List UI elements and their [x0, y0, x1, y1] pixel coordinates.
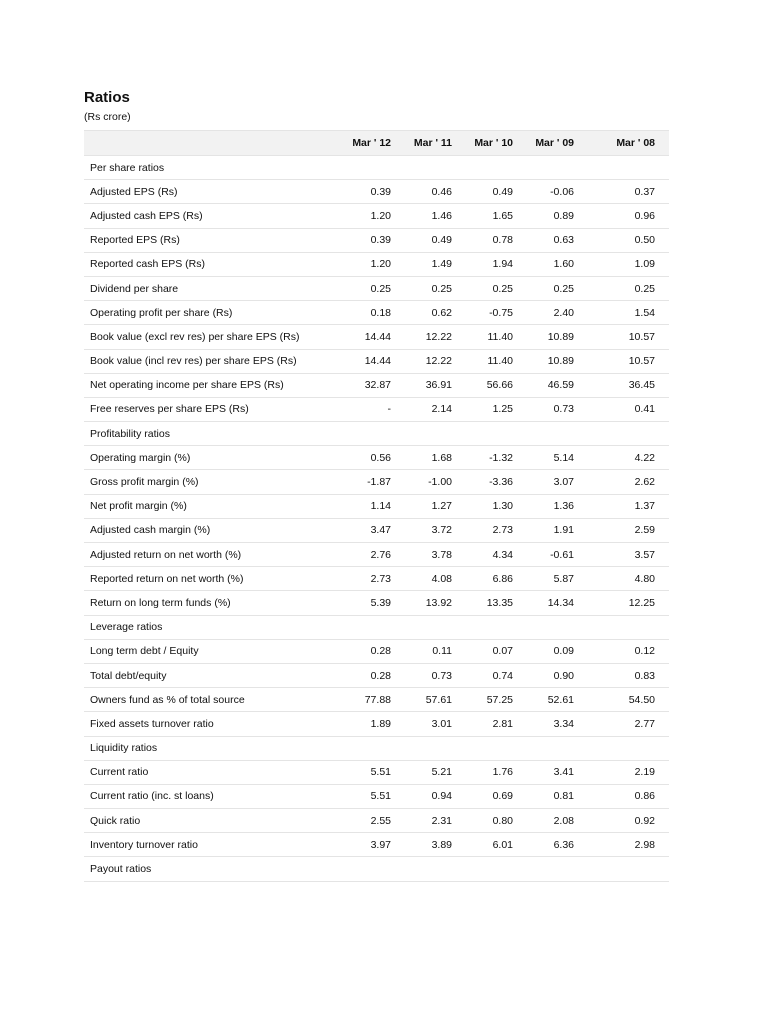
table-row [84, 712, 669, 736]
value-cell: -0.06 [527, 180, 588, 204]
row-label: Gross profit margin (%) [84, 470, 344, 494]
value-cell: 6.86 [466, 567, 527, 591]
row-label: Adjusted cash margin (%) [84, 518, 344, 542]
value-cell: 6.01 [466, 833, 527, 857]
table-header-row [84, 131, 669, 156]
section-label: Profitability ratios [84, 422, 669, 446]
value-cell: 0.46 [405, 180, 466, 204]
value-cell: 1.20 [344, 204, 405, 228]
page-title: Ratios [84, 89, 130, 106]
row-label: Book value (incl rev res) per share EPS (Rs) [84, 349, 344, 373]
value-cell: 1.91 [527, 518, 588, 542]
value-cell: 0.78 [466, 228, 527, 252]
value-cell: 0.28 [344, 663, 405, 687]
section-row [84, 736, 669, 760]
value-cell: 0.81 [527, 784, 588, 808]
value-cell: 3.07 [527, 470, 588, 494]
value-cell: 3.78 [405, 543, 466, 567]
row-label: Reported return on net worth (%) [84, 567, 344, 591]
value-cell: 2.76 [344, 543, 405, 567]
value-cell: 52.61 [527, 688, 588, 712]
value-cell: 3.89 [405, 833, 466, 857]
table-row [84, 204, 669, 228]
column-header: Mar ' 10 [466, 131, 527, 156]
value-cell: 0.90 [527, 663, 588, 687]
value-cell: 3.41 [527, 760, 588, 784]
value-cell: 3.97 [344, 833, 405, 857]
value-cell: 1.94 [466, 252, 527, 276]
value-cell: 1.60 [527, 252, 588, 276]
row-label: Current ratio (inc. st loans) [84, 784, 344, 808]
value-cell: 0.80 [466, 809, 527, 833]
value-cell: 2.73 [344, 567, 405, 591]
value-cell: 0.94 [405, 784, 466, 808]
section-row [84, 422, 669, 446]
value-cell: 0.69 [466, 784, 527, 808]
value-cell: 0.50 [588, 228, 669, 252]
value-cell: 2.59 [588, 518, 669, 542]
value-cell: 1.20 [344, 252, 405, 276]
value-cell: 0.07 [466, 639, 527, 663]
row-label: Long term debt / Equity [84, 639, 344, 663]
page-subtitle: (Rs crore) [84, 111, 131, 123]
value-cell: 0.73 [527, 397, 588, 421]
row-label: Adjusted EPS (Rs) [84, 180, 344, 204]
value-cell: 1.89 [344, 712, 405, 736]
section-row [84, 156, 669, 180]
table-row [84, 639, 669, 663]
column-header: Mar ' 09 [527, 131, 588, 156]
table-row [84, 518, 669, 542]
value-cell: -1.00 [405, 470, 466, 494]
value-cell: 5.51 [344, 760, 405, 784]
value-cell: 4.80 [588, 567, 669, 591]
value-cell: 10.89 [527, 349, 588, 373]
value-cell: 0.25 [466, 276, 527, 300]
value-cell: 1.37 [588, 494, 669, 518]
row-label: Reported cash EPS (Rs) [84, 252, 344, 276]
section-label: Leverage ratios [84, 615, 669, 639]
table-row [84, 833, 669, 857]
value-cell: 54.50 [588, 688, 669, 712]
table-row [84, 397, 669, 421]
value-cell: 13.92 [405, 591, 466, 615]
value-cell: 0.18 [344, 301, 405, 325]
value-cell: 4.08 [405, 567, 466, 591]
value-cell: 0.62 [405, 301, 466, 325]
value-cell: 0.28 [344, 639, 405, 663]
value-cell: 0.74 [466, 663, 527, 687]
value-cell: 0.11 [405, 639, 466, 663]
header-label-cell [84, 131, 344, 156]
row-label: Reported EPS (Rs) [84, 228, 344, 252]
value-cell: 0.39 [344, 180, 405, 204]
table-row [84, 470, 669, 494]
value-cell: 2.62 [588, 470, 669, 494]
value-cell: 5.51 [344, 784, 405, 808]
table-row [84, 228, 669, 252]
value-cell: 0.96 [588, 204, 669, 228]
value-cell: 0.37 [588, 180, 669, 204]
value-cell: 6.36 [527, 833, 588, 857]
table-row [84, 180, 669, 204]
table-row [84, 591, 669, 615]
ratios-table [84, 130, 669, 882]
value-cell: 0.39 [344, 228, 405, 252]
value-cell: -0.75 [466, 301, 527, 325]
row-label: Total debt/equity [84, 663, 344, 687]
table-row [84, 663, 669, 687]
value-cell: 1.14 [344, 494, 405, 518]
value-cell: 56.66 [466, 373, 527, 397]
value-cell: 0.73 [405, 663, 466, 687]
value-cell: 2.81 [466, 712, 527, 736]
row-label: Adjusted cash EPS (Rs) [84, 204, 344, 228]
value-cell: 0.63 [527, 228, 588, 252]
value-cell: 3.34 [527, 712, 588, 736]
value-cell: 10.89 [527, 325, 588, 349]
value-cell: 5.21 [405, 760, 466, 784]
table-row [84, 276, 669, 300]
table-row [84, 567, 669, 591]
table-row [84, 760, 669, 784]
table-row [84, 349, 669, 373]
table-row [84, 301, 669, 325]
value-cell: 1.36 [527, 494, 588, 518]
value-cell: -0.61 [527, 543, 588, 567]
value-cell: 57.61 [405, 688, 466, 712]
value-cell: 1.25 [466, 397, 527, 421]
value-cell: 46.59 [527, 373, 588, 397]
value-cell: 5.39 [344, 591, 405, 615]
value-cell: 0.25 [588, 276, 669, 300]
row-label: Operating margin (%) [84, 446, 344, 470]
row-label: Free reserves per share EPS (Rs) [84, 397, 344, 421]
table-row [84, 494, 669, 518]
table-row [84, 252, 669, 276]
value-cell: 5.87 [527, 567, 588, 591]
section-label: Liquidity ratios [84, 736, 669, 760]
value-cell: 10.57 [588, 349, 669, 373]
value-cell: 1.68 [405, 446, 466, 470]
value-cell: 3.47 [344, 518, 405, 542]
value-cell: 2.77 [588, 712, 669, 736]
row-label: Net operating income per share EPS (Rs) [84, 373, 344, 397]
value-cell: 2.55 [344, 809, 405, 833]
row-label: Adjusted return on net worth (%) [84, 543, 344, 567]
value-cell: 4.34 [466, 543, 527, 567]
value-cell: 2.98 [588, 833, 669, 857]
value-cell: 36.45 [588, 373, 669, 397]
value-cell: 12.22 [405, 349, 466, 373]
value-cell: 1.30 [466, 494, 527, 518]
table-row [84, 543, 669, 567]
value-cell: 4.22 [588, 446, 669, 470]
column-header: Mar ' 08 [588, 131, 669, 156]
value-cell: 3.72 [405, 518, 466, 542]
value-cell: 0.83 [588, 663, 669, 687]
value-cell: 2.14 [405, 397, 466, 421]
value-cell: 11.40 [466, 349, 527, 373]
value-cell: 14.34 [527, 591, 588, 615]
value-cell: 0.09 [527, 639, 588, 663]
table-row [84, 688, 669, 712]
row-label: Current ratio [84, 760, 344, 784]
row-label: Return on long term funds (%) [84, 591, 344, 615]
value-cell: 0.49 [466, 180, 527, 204]
value-cell: 14.44 [344, 349, 405, 373]
table-row [84, 373, 669, 397]
value-cell: 0.12 [588, 639, 669, 663]
value-cell: 36.91 [405, 373, 466, 397]
value-cell: 0.25 [405, 276, 466, 300]
value-cell: -1.87 [344, 470, 405, 494]
value-cell: 2.73 [466, 518, 527, 542]
value-cell: 2.31 [405, 809, 466, 833]
table-row [84, 325, 669, 349]
value-cell: 2.08 [527, 809, 588, 833]
value-cell: 14.44 [344, 325, 405, 349]
column-header: Mar ' 11 [405, 131, 466, 156]
value-cell: 13.35 [466, 591, 527, 615]
row-label: Book value (excl rev res) per share EPS (Rs) [84, 325, 344, 349]
value-cell: 3.57 [588, 543, 669, 567]
value-cell: - [344, 397, 405, 421]
value-cell: 77.88 [344, 688, 405, 712]
value-cell: -3.36 [466, 470, 527, 494]
row-label: Quick ratio [84, 809, 344, 833]
row-label: Fixed assets turnover ratio [84, 712, 344, 736]
ratios-document [84, 88, 669, 882]
section-label: Payout ratios [84, 857, 669, 881]
value-cell: 1.09 [588, 252, 669, 276]
table-row [84, 809, 669, 833]
table-body [84, 156, 669, 882]
value-cell: 0.49 [405, 228, 466, 252]
value-cell: 1.54 [588, 301, 669, 325]
value-cell: 0.56 [344, 446, 405, 470]
column-header: Mar ' 12 [344, 131, 405, 156]
value-cell: 57.25 [466, 688, 527, 712]
value-cell: 0.25 [527, 276, 588, 300]
value-cell: 10.57 [588, 325, 669, 349]
row-label: Inventory turnover ratio [84, 833, 344, 857]
value-cell: 0.86 [588, 784, 669, 808]
value-cell: 3.01 [405, 712, 466, 736]
row-label: Dividend per share [84, 276, 344, 300]
row-label: Net profit margin (%) [84, 494, 344, 518]
value-cell: 1.65 [466, 204, 527, 228]
value-cell: 1.49 [405, 252, 466, 276]
value-cell: 2.40 [527, 301, 588, 325]
value-cell: 12.22 [405, 325, 466, 349]
value-cell: -1.32 [466, 446, 527, 470]
value-cell: 12.25 [588, 591, 669, 615]
section-row [84, 857, 669, 881]
value-cell: 0.92 [588, 809, 669, 833]
section-row [84, 615, 669, 639]
row-label: Operating profit per share (Rs) [84, 301, 344, 325]
value-cell: 0.41 [588, 397, 669, 421]
value-cell: 32.87 [344, 373, 405, 397]
value-cell: 1.46 [405, 204, 466, 228]
table-row [84, 446, 669, 470]
value-cell: 0.89 [527, 204, 588, 228]
value-cell: 5.14 [527, 446, 588, 470]
value-cell: 1.27 [405, 494, 466, 518]
section-label: Per share ratios [84, 156, 669, 180]
row-label: Owners fund as % of total source [84, 688, 344, 712]
table-row [84, 784, 669, 808]
value-cell: 11.40 [466, 325, 527, 349]
value-cell: 0.25 [344, 276, 405, 300]
value-cell: 1.76 [466, 760, 527, 784]
value-cell: 2.19 [588, 760, 669, 784]
